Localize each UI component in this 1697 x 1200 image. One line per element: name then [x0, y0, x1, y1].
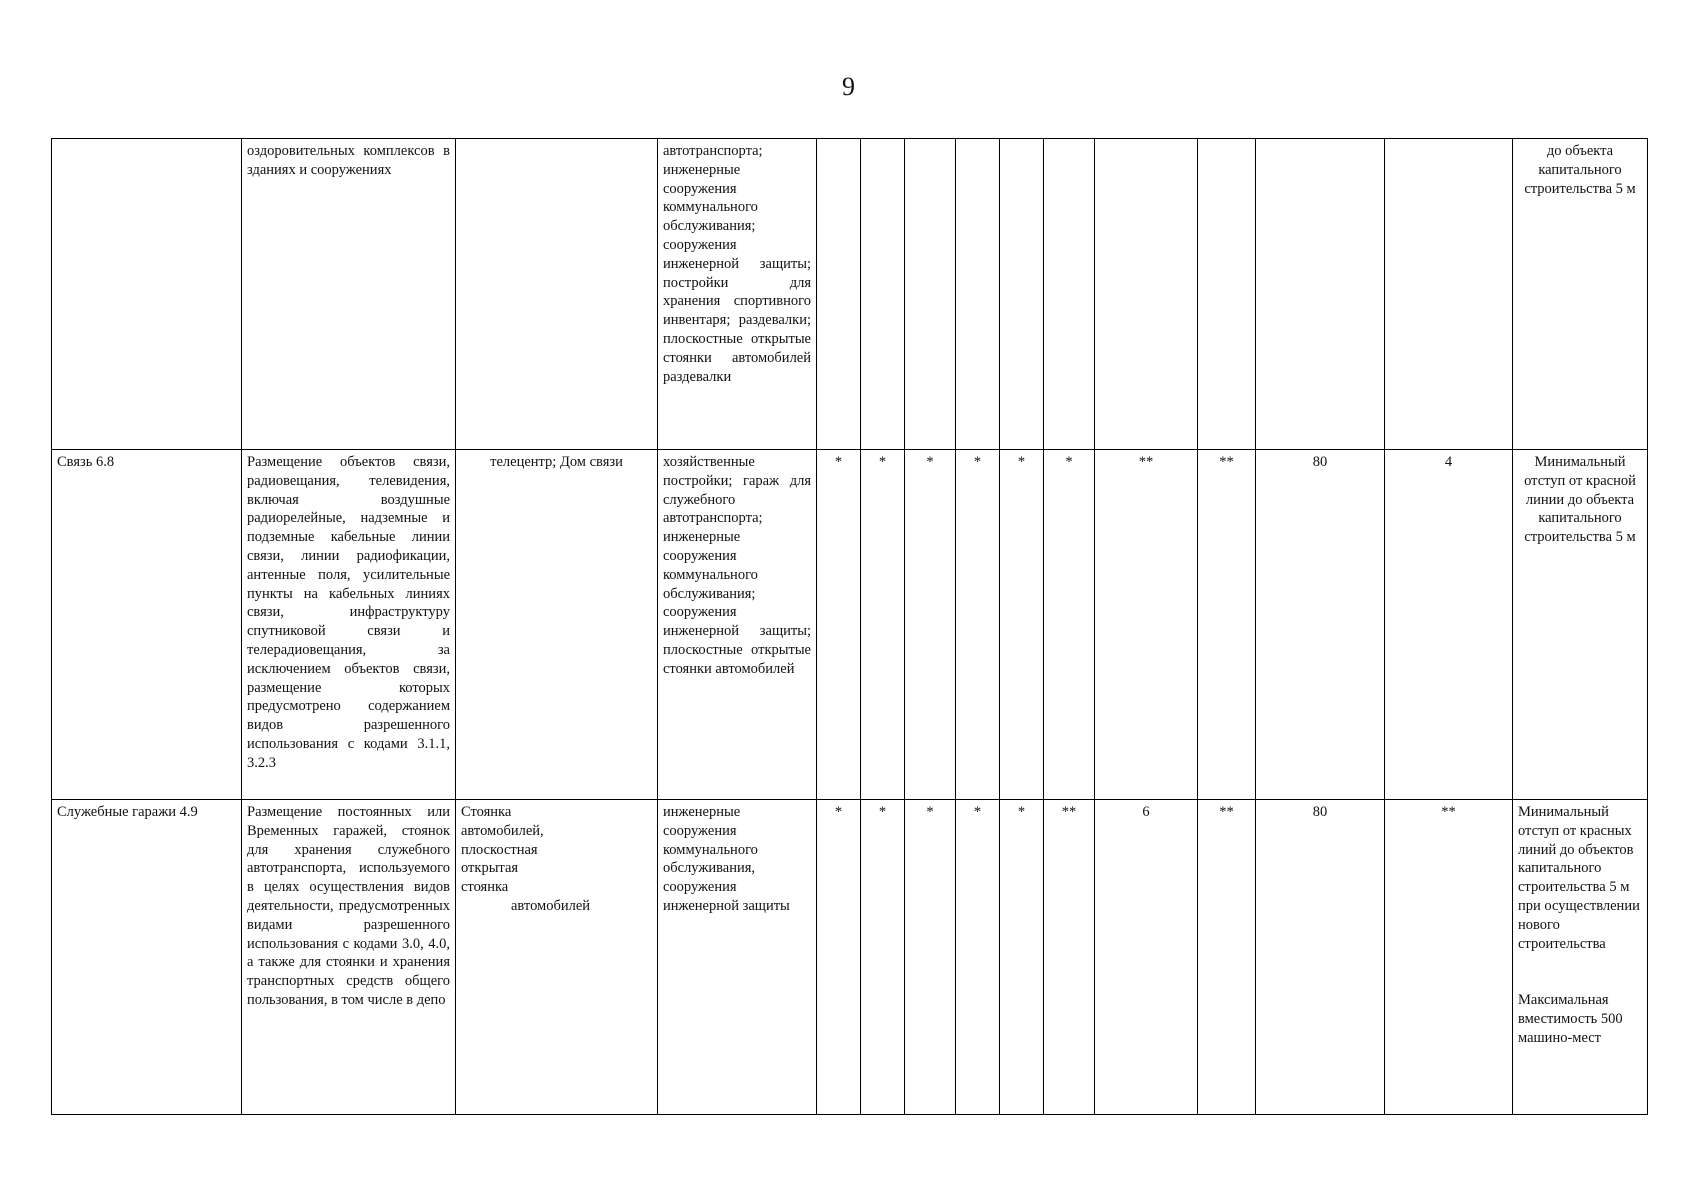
- auxiliary-use-cell: хозяйственные постройки; гараж для служебного автотранспорта; инженерные сооружения коммунального обслуживания; сооружения инженерной защиты; плоскостные открытые стоянки автомобилей: [658, 450, 817, 800]
- param-cell: *: [956, 800, 1000, 1115]
- table-row: [52, 450, 1648, 800]
- param-cell: [956, 139, 1000, 450]
- use-name-cell: Служебные гаражи 4.9: [52, 800, 242, 1115]
- use-name-cell: [52, 139, 242, 450]
- param-cell: *: [1000, 800, 1044, 1115]
- conditional-use-cell: [456, 800, 658, 1115]
- param-cell: 6: [1095, 800, 1198, 1115]
- auxiliary-use-cell: автотранспорта; инженерные сооружения коммунального обслуживания; сооружения инженерной защиты; постройки для хранения спортивного инвентаря; раздевалки; плоскостные открытые стоянки автомобилей раздевалки: [658, 139, 817, 450]
- param-cell: **: [1095, 450, 1198, 800]
- param-cell: *: [1000, 450, 1044, 800]
- use-description-cell: Размещение постоянных или Временных гаражей, стоянок для хранения служебного автотранспорта, используемого в целях осуществления видов деятельности, предусмотренных видами разрешенного использования с кодами 3.0, 4.0, а также для стоянки и хранения транспортных средств общего пользования, в том числе в депо: [242, 800, 456, 1115]
- conditional-use-line: открытая: [461, 860, 519, 877]
- param-cell: [1256, 139, 1385, 450]
- param-cell: *: [861, 450, 905, 800]
- zoning-table: [51, 138, 1648, 1115]
- param-cell: **: [1385, 800, 1513, 1115]
- param-cell: *: [817, 800, 861, 1115]
- param-cell: *: [1044, 450, 1095, 800]
- conditional-use-line: автомобилей: [511, 897, 591, 914]
- note-cell: до объекта капитального строительства 5 м: [1513, 139, 1648, 450]
- note-cell: Минимальный отступ от красной линии до объекта капитального строительства 5 м: [1513, 450, 1648, 800]
- note-text: Минимальный отступ от красных линий до объектов капитального строительства 5 м при осуществлении нового строительства: [1518, 804, 1640, 952]
- conditional-use-line: плоскостная: [461, 841, 538, 858]
- param-cell: *: [817, 450, 861, 800]
- conditional-use-cell: [456, 139, 658, 450]
- conditional-use-line: Стоянка: [461, 804, 512, 820]
- param-cell: [1044, 139, 1095, 450]
- param-cell: *: [861, 800, 905, 1115]
- auxiliary-use-cell: инженерные сооружения коммунального обслуживания, сооружения инженерной защиты: [658, 800, 817, 1115]
- table-row: [52, 800, 1648, 1115]
- param-cell: 4: [1385, 450, 1513, 800]
- param-cell: [861, 139, 905, 450]
- note-extra-text: Максимальная вместимость 500 машино-мест: [1518, 992, 1623, 1046]
- note-spacer: [1518, 953, 1642, 991]
- use-name-cell: Связь 6.8: [52, 450, 242, 800]
- param-cell: [1095, 139, 1198, 450]
- conditional-use-cell: телецентр; Дом связи: [456, 450, 658, 800]
- use-description-cell: Размещение объектов связи, радиовещания, телевидения, включая воздушные радиорелейные, надземные и подземные кабельные линии связи, линии радиофикации, антенные поля, усилительные пункты на кабельных линиях связи, инфраструктуру спутниковой связи и телерадиовещания, за исключением объектов связи, размещение которых предусмотрено содержанием видов разрешенного использования с кодами 3.1.1, 3.2.3: [242, 450, 456, 800]
- page-number: 9: [842, 72, 855, 101]
- param-cell: **: [1044, 800, 1095, 1115]
- param-cell: *: [905, 450, 956, 800]
- use-description-cell: оздоровительных комплексов в зданиях и сооружениях: [242, 139, 456, 450]
- param-cell: [1198, 139, 1256, 450]
- param-cell: 80: [1256, 800, 1385, 1115]
- param-cell: [817, 139, 861, 450]
- param-cell: **: [1198, 800, 1256, 1115]
- param-cell: *: [905, 800, 956, 1115]
- param-cell: 80: [1256, 450, 1385, 800]
- param-cell: [1000, 139, 1044, 450]
- conditional-use-line: автомобилей,: [461, 822, 544, 839]
- param-cell: **: [1198, 450, 1256, 800]
- table-row: [52, 139, 1648, 450]
- param-cell: [905, 139, 956, 450]
- param-cell: [1385, 139, 1513, 450]
- note-cell: [1513, 800, 1648, 1115]
- conditional-use-line: стоянка: [461, 879, 509, 896]
- param-cell: *: [956, 450, 1000, 800]
